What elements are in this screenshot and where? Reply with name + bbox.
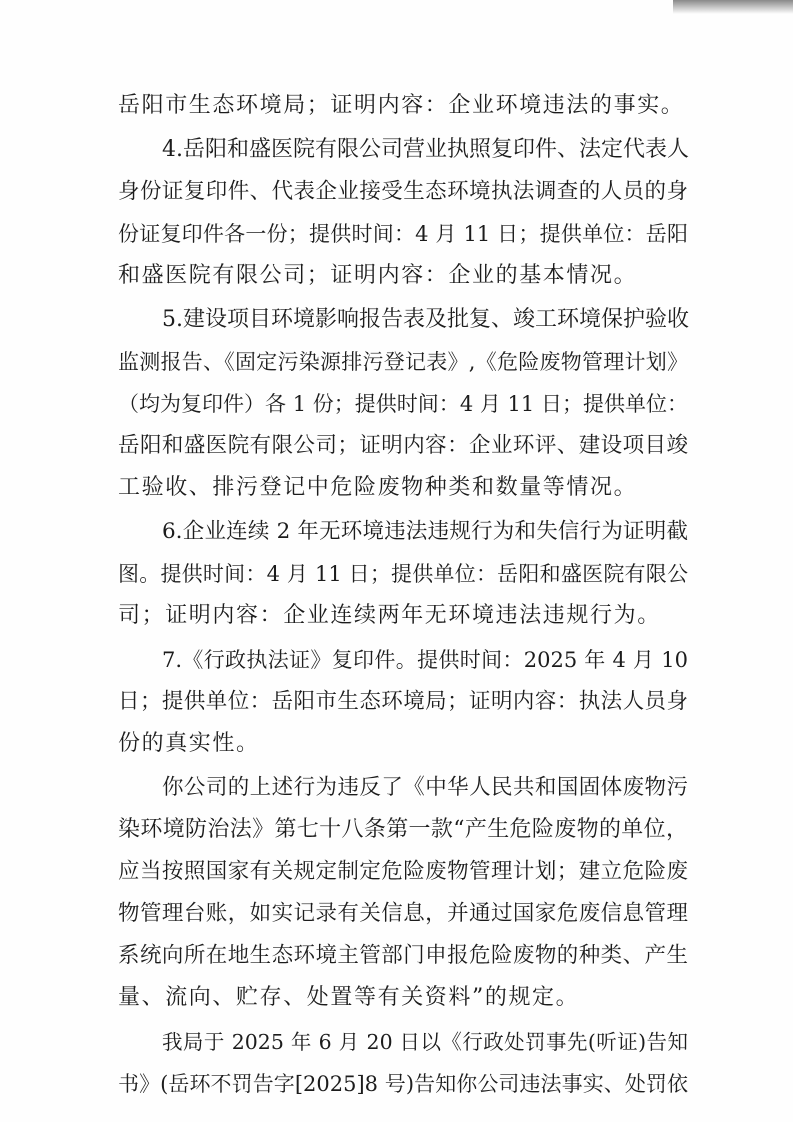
text-line-22: 量、流向、贮存、处置等有关资料”的规定。	[118, 985, 580, 1010]
text-line-11: 6.企业连续 2 年无环境违法违规行为和失信行为证明截	[162, 519, 688, 544]
text-line-7: 监测报告、《固定污染源排污登记表》,《危险废物管理计划》	[118, 350, 688, 374]
text-line-24: 书》(岳环不罚告字[2025]8 号)告知你公司违法事实、处罚依	[118, 1072, 688, 1096]
text-line-4: 份证复印件各一份；提供时间：4 月 11 日；提供单位：岳阳	[118, 222, 688, 246]
text-line-1: 岳阳市生态环境局；证明内容：企业环境违法的事实。	[118, 93, 685, 118]
text-line-9: 岳阳和盛医院有限公司；证明内容：企业环评、建设项目竣	[118, 433, 688, 458]
text-line-23: 我局于 2025 年 6 月 20 日以《行政处罚事先(听证)告知	[162, 1030, 688, 1054]
text-line-2: 4.岳阳和盛医院有限公司营业执照复印件、法定代表人	[162, 137, 689, 162]
text-line-21: 系统向所在地生态环境主管部门申报危险废物的种类、产生	[118, 943, 688, 968]
scan-edge-mark	[673, 0, 793, 14]
text-line-13: 司；证明内容：企业连续两年无环境违法违规行为。	[118, 603, 661, 628]
text-line-14: 7.《行政执法证》复印件。提供时间：2025 年 4 月 10	[162, 648, 688, 672]
text-line-3: 身份证复印件、代表企业接受生态环境执法调查的人员的身	[118, 179, 688, 204]
text-line-17: 你公司的上述行为违反了《中华人民共和国固体废物污	[162, 775, 688, 800]
text-line-15: 日；提供单位：岳阳市生态环境局；证明内容：执法人员身	[118, 689, 688, 714]
text-line-20: 物管理台账，如实记录有关信息，并通过国家危废信息管理	[118, 901, 688, 926]
text-line-12: 图。提供时间：4 月 11 日；提供单位：岳阳和盛医院有限公	[118, 562, 688, 586]
text-line-5: 和盛医院有限公司；证明内容：企业的基本情况。	[118, 263, 638, 288]
text-line-16: 份的真实性。	[118, 731, 260, 756]
text-line-18: 染环境防治法》第七十八条第一款“产生危险废物的单位，	[118, 817, 688, 842]
text-line-10: 工验收、排污登记中危险废物种类和数量等情况。	[118, 475, 638, 500]
text-line-19: 应当按照国家有关规定制定危险废物管理计划；建立危险废	[118, 859, 688, 884]
text-line-8: （均为复印件）各 1 份；提供时间：4 月 11 日；提供单位：	[118, 392, 688, 416]
text-line-6: 5.建设项目环境影响报告表及批复、竣工环境保护验收	[162, 307, 689, 332]
